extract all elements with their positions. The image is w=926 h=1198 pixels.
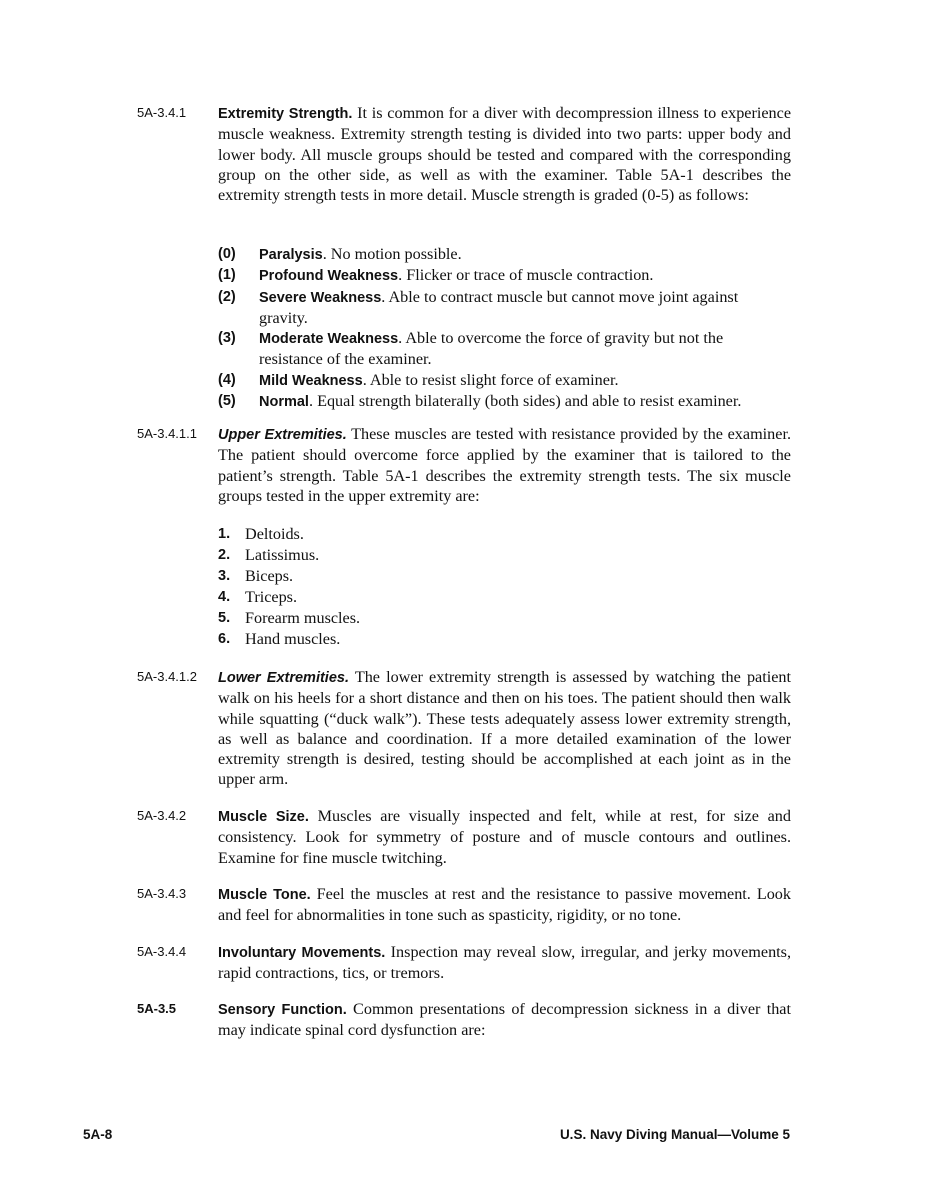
grade-term: Paralysis bbox=[259, 247, 323, 263]
section-text: These muscles are tested with resistance provided by the examiner. The patient should overcome force applied by the examiner that is tailored to the patient’s strength. Table 5A-1 describes the extremity strength tests. The six muscle groups tested in the upper extremity are: bbox=[218, 425, 791, 505]
grade-term: Profound Weakness bbox=[259, 268, 399, 285]
grade-description: . Able to overcome the force of gravity but not the resistance of the examiner. bbox=[259, 329, 724, 369]
grade-term: Normal bbox=[259, 394, 309, 411]
section-heading: Upper Extremities. bbox=[218, 427, 347, 443]
section-involuntary-movements bbox=[137, 942, 791, 984]
section-heading: Involuntary Movements. bbox=[218, 945, 386, 961]
item-text: Hand muscles. bbox=[245, 630, 341, 648]
list-item bbox=[218, 265, 791, 286]
section-number: 5A-3.4.1.2 bbox=[137, 669, 197, 684]
list-item bbox=[218, 287, 791, 329]
section-muscle-tone bbox=[137, 884, 791, 926]
list-item bbox=[218, 545, 618, 566]
upper-muscle-list bbox=[218, 524, 618, 650]
section-text: Feel the muscles at rest and the resistance to passive movement. Look and feel for abnormalities in tone such as spasticity, rigidity, or no tone. bbox=[218, 885, 791, 925]
section-heading: Lower Extremities. bbox=[218, 670, 349, 686]
section-body bbox=[218, 424, 791, 506]
item-text: Deltoids. bbox=[245, 525, 304, 543]
section-number: 5A-3.4.1.1 bbox=[137, 426, 197, 441]
section-number: 5A-3.4.4 bbox=[137, 944, 187, 959]
grade-description: . Able to contract muscle but cannot move joint against gravity. bbox=[259, 287, 739, 327]
section-text: Muscles are visually inspected and felt, while at rest, for size and consistency. Look for symmetry of posture and of muscle contours and outlines. Examine for fine muscle twitching. bbox=[218, 807, 791, 867]
grade-number: (4) bbox=[218, 371, 236, 388]
item-text: Triceps. bbox=[245, 588, 298, 606]
section-sensory-function bbox=[137, 999, 791, 1041]
section-heading: Sensory Function. bbox=[218, 1002, 347, 1018]
section-body bbox=[218, 103, 791, 205]
list-item bbox=[218, 566, 618, 587]
section-body bbox=[218, 806, 791, 868]
section-number: 5A-3.4.1 bbox=[137, 105, 187, 120]
item-text: Latissimus. bbox=[245, 546, 320, 564]
grade-number: (2) bbox=[218, 288, 236, 305]
grade-number: (0) bbox=[218, 246, 236, 262]
section-heading: Muscle Tone. bbox=[218, 887, 311, 903]
grade-term: Severe Weakness bbox=[259, 289, 382, 306]
item-number: 3. bbox=[218, 568, 231, 584]
list-item bbox=[218, 524, 618, 545]
section-lower-extremities bbox=[137, 667, 791, 790]
list-item bbox=[218, 608, 618, 629]
strength-grade-list bbox=[218, 244, 791, 412]
item-number: 6. bbox=[218, 631, 231, 647]
list-item bbox=[218, 587, 618, 608]
section-upper-extremities bbox=[137, 424, 791, 506]
item-number: 2. bbox=[218, 547, 231, 563]
section-text: The lower extremity strength is assessed by watching the patient walk on his heels for a short distance and then on his toes. The patient should then walk while squatting (“duck walk”). These tests adequately assess lower extremity strength, as well as balance and coordination. If a more detailed examination of the lower extremity strength is desired, testing should be accomplished at each joint as in the upper arm. bbox=[218, 668, 791, 789]
section-body bbox=[218, 884, 791, 926]
grade-number: (5) bbox=[218, 393, 236, 410]
list-item bbox=[218, 244, 791, 265]
running-footer-title: U.S. Navy Diving Manual—Volume 5 bbox=[559, 1127, 790, 1142]
section-number: 5A-3.4.3 bbox=[137, 886, 187, 901]
section-number: 5A-3.4.2 bbox=[137, 808, 187, 823]
section-extremity-strength bbox=[137, 103, 791, 205]
grade-term: Mild Weakness bbox=[259, 372, 363, 389]
section-text: Common presentations of decompression sickness in a diver that may indicate spinal cord dysfunction are: bbox=[218, 1000, 791, 1040]
grade-number: (1) bbox=[218, 267, 236, 284]
section-heading: Extremity Strength. bbox=[218, 106, 353, 122]
list-item bbox=[218, 391, 791, 412]
section-body bbox=[218, 942, 791, 984]
item-number: 5. bbox=[218, 610, 231, 626]
item-number: 1. bbox=[218, 526, 231, 542]
section-muscle-size bbox=[137, 806, 791, 868]
list-item bbox=[218, 370, 791, 391]
section-body bbox=[218, 999, 791, 1041]
section-text: Inspection may reveal slow, irregular, and jerky movements, rapid contractions, tics, or tremors. bbox=[218, 943, 792, 983]
grade-description: . Flicker or trace of muscle contraction. bbox=[398, 266, 654, 285]
grade-description: . No motion possible. bbox=[322, 245, 462, 263]
section-heading: Muscle Size. bbox=[218, 809, 309, 825]
list-item bbox=[218, 328, 791, 370]
section-body bbox=[218, 667, 791, 790]
item-number: 4. bbox=[218, 589, 231, 605]
grade-description: . Able to resist slight force of examiner. bbox=[362, 370, 619, 389]
grade-description: . Equal strength bilaterally (both sides) and able to resist examiner. bbox=[308, 392, 742, 411]
grade-term: Moderate Weakness bbox=[259, 331, 399, 348]
grade-number: (3) bbox=[218, 330, 236, 347]
section-number: 5A-3.5 bbox=[137, 1001, 177, 1016]
section-text: It is common for a diver with decompression illness to experience muscle weakness. Extremity strength testing is divided into two parts: upper body and lower body. All muscle groups should be tested and compared with the corresponding group on the other side, as well as with the examiner. Table 5A-1 describes the extremity strength tests in more detail. Muscle strength is graded (0-5) as follows: bbox=[218, 104, 792, 205]
page-number: 5A-8 bbox=[83, 1127, 113, 1142]
item-text: Biceps. bbox=[245, 567, 294, 585]
item-text: Forearm muscles. bbox=[245, 609, 361, 627]
list-item bbox=[218, 629, 618, 650]
